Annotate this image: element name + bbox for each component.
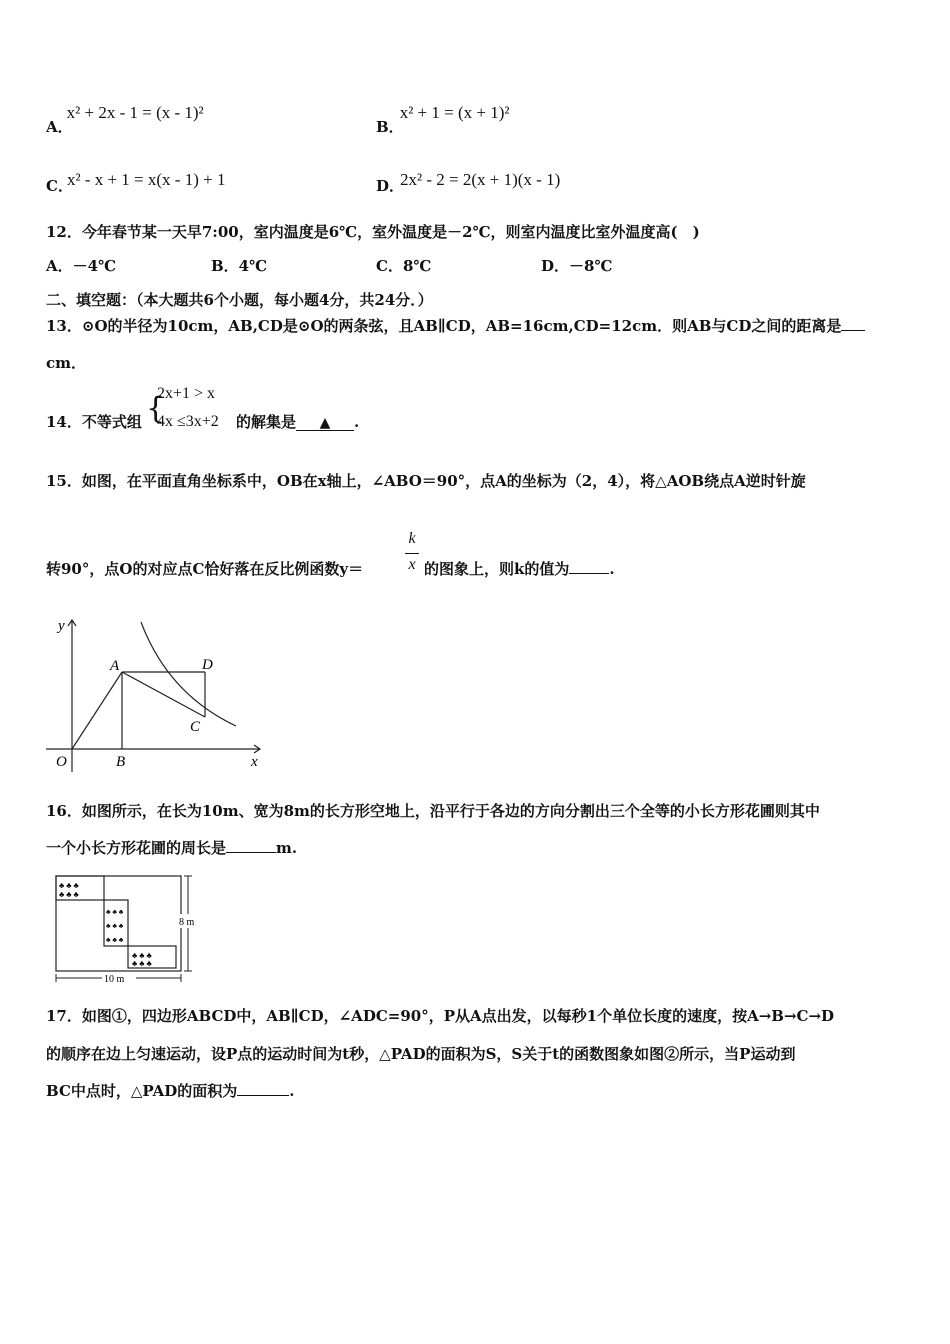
q11-option-c — [46, 170, 231, 196]
fig16-flowers-1b: ♣ ♣ ♣ — [59, 890, 79, 899]
fig15-segment-ac — [122, 672, 205, 717]
q16-line2 — [46, 837, 297, 858]
q15-frac-num: k — [408, 530, 416, 547]
fig15-label-y: y — [58, 618, 65, 634]
q11-option-b-expr: x² + 1 = (x + 1)² — [399, 103, 510, 122]
q17-line3 — [46, 1080, 295, 1101]
q14-suffix — [236, 411, 359, 432]
q11-option-a-expr: x² + 2x - 1 = (x - 1)² — [66, 103, 204, 122]
q16-unit: m. — [276, 839, 298, 857]
fig15-label-c: C — [190, 719, 201, 735]
q12-option-d: D．－8℃ — [541, 257, 613, 275]
q11-option-d-label: D． — [376, 177, 405, 195]
fig15-label-o: O — [56, 754, 67, 770]
q14-prefix: 14．不等式组 — [46, 413, 142, 431]
fig15-label-x: x — [251, 754, 258, 770]
fig16-flowers-1a: ♣ ♣ ♣ — [59, 881, 79, 890]
fig16-flowers-2c: ♣ ♣ ♣ — [106, 936, 124, 944]
q16-line2-text: 一个小长方形花圃的周长是 — [46, 839, 227, 857]
q14-brace: { — [146, 391, 166, 426]
fig16-height-label: 8 m — [179, 917, 195, 928]
fig16-diagram — [50, 870, 210, 985]
q15-line2a: 转90°，点O的对应点C恰好落在反比例函数y＝ — [46, 560, 364, 578]
fig16-flowers-2a: ♣ ♣ ♣ — [106, 908, 124, 916]
q14-ineq2: 4x ≤3x+2 — [157, 413, 219, 430]
q11-option-a-label: A． — [46, 118, 73, 136]
section-heading: 二、填空题：（本大题共6个小题，每小题4分，共24分．） — [46, 291, 433, 309]
fig15-label-b: B — [116, 754, 126, 770]
q12-option-b: B．4℃ — [211, 257, 268, 275]
q13-blank — [841, 316, 865, 331]
q15-end: . — [609, 560, 615, 578]
fig15-label-a: A — [110, 658, 120, 674]
q11-option-a — [46, 103, 210, 137]
fig15-segment-oa — [72, 672, 122, 749]
fig15-label-d: D — [202, 657, 213, 673]
q12-option-c: C．8℃ — [376, 257, 432, 275]
q17-end: . — [289, 1082, 295, 1100]
q11-option-d-expr: 2x² - 2 = 2(x + 1)(x - 1) — [400, 170, 561, 189]
q11-option-d — [376, 170, 564, 196]
q13-line2: cm． — [46, 354, 87, 372]
q11-option-c-label: C． — [46, 177, 73, 195]
q14-ineq1: 2x+1 > x — [157, 385, 216, 402]
q11-option-c-expr: x² - x + 1 = x(x - 1) + 1 — [66, 170, 226, 189]
q12-option-a: A．－4℃ — [46, 257, 117, 275]
q11-option-b-label: B． — [376, 118, 404, 136]
q11-option-b — [376, 103, 513, 137]
q15-line2b — [424, 558, 615, 579]
q14-blank — [296, 416, 354, 431]
fig16-flowers-2b: ♣ ♣ ♣ — [106, 922, 124, 930]
fig15-curve — [141, 622, 236, 726]
triangle-icon: ▲ — [319, 415, 331, 431]
fig16-width-label: 10 m — [104, 974, 125, 985]
q13-line1 — [46, 315, 865, 336]
q15-blank — [569, 559, 609, 574]
q15-frac-den: x — [408, 556, 416, 573]
q16-blank — [226, 838, 276, 853]
q15-line1: 15．如图，在平面直角坐标系中，OB在x轴上，∠ABO＝90°，点A的坐标为（2，4），将△AOB绕点A逆时针旋 — [46, 472, 806, 490]
fig16-flowers-3b: ♣ ♣ ♣ — [132, 959, 152, 968]
q16-line1: 16．如图所示，在长为10m、宽为8m的长方形空地上，沿平行于各边的方向分割出三个全等的小长方形花圃则其中 — [46, 802, 820, 820]
q15-frac-bar — [405, 553, 419, 554]
fig16-flowers-3a: ♣ ♣ ♣ — [132, 951, 152, 960]
q14-end: . — [354, 413, 360, 431]
q17-blank — [237, 1081, 289, 1096]
q14-suffix-text: 的解集是 — [236, 413, 297, 431]
q17-line2: 的顺序在边上匀速运动，设P点的运动时间为t秒，△PAD的面积为S，S关于t的函数图象如图②所示，当P运动到 — [46, 1045, 796, 1063]
fig15-graph — [40, 612, 270, 782]
q15-line2b-text: 的图象上，则k的值为 — [424, 560, 570, 578]
q13-line1-text: 13．⊙O的半径为10cm，AB,CD是⊙O的两条弦，且AB∥CD，AB=16cm,CD=12cm．则AB与CD之间的距离是 — [46, 317, 842, 335]
q17-line1: 17．如图①，四边形ABCD中，AB∥CD，∠ADC=90°，P从A点出发，以每秒1个单位长度的速度，按A→B→C→D — [46, 1007, 835, 1025]
q12-text: 12．今年春节某一天早7:00，室内温度是6℃，室外温度是－2℃，则室内温度比室外温度高( ) — [46, 223, 700, 241]
q17-line3-text: BC中点时，△PAD的面积为 — [46, 1082, 238, 1100]
